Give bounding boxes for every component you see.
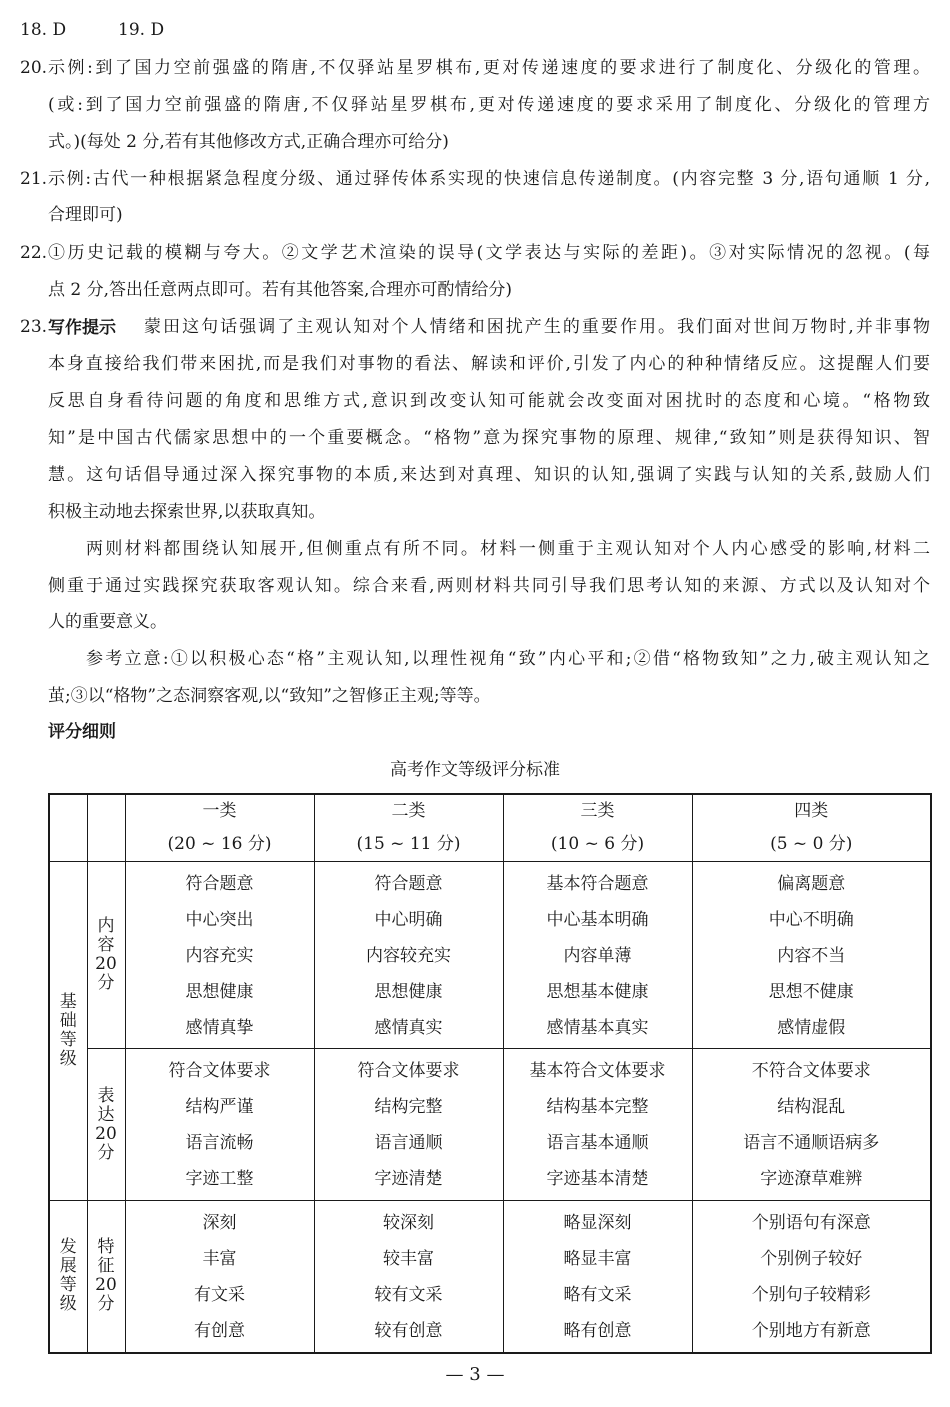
grade-name: 二类 xyxy=(391,801,426,821)
section-label-expression xyxy=(87,1049,125,1201)
group-label-char: 级 xyxy=(59,1049,77,1069)
table-row xyxy=(49,1049,931,1201)
criterion: 内容单薄 xyxy=(563,946,632,966)
criterion: 思想基本健康 xyxy=(546,982,649,1002)
criteria-cell xyxy=(125,1201,314,1353)
q23-line: 慧。这句话倡导通过深入探究事物的本质,来达到对真理、知识的认知,强调了实践与认知的关系,鼓励人们 xyxy=(48,465,930,485)
criterion: 符合文体要求 xyxy=(168,1061,271,1081)
criterion: 中心突出 xyxy=(185,910,254,930)
empty-header-cell xyxy=(87,794,125,862)
criterion: 内容不当 xyxy=(777,946,846,966)
criteria-cell xyxy=(314,862,503,1049)
criterion: 感情真挚 xyxy=(185,1018,254,1038)
q20-line: (或:到了国力空前强盛的隋唐,不仅驿站星罗棋布,更对传递速度的要求采用了制度化、分级化的管理方 xyxy=(48,95,930,115)
criteria-cell xyxy=(125,862,314,1049)
grade-header-cell xyxy=(125,794,314,862)
criterion: 个别例子较好 xyxy=(760,1249,863,1269)
criteria-cell xyxy=(125,1049,314,1201)
criteria-cell xyxy=(503,862,692,1049)
paragraph-line: 侧重于通过实践探究获取客观认知。综合来看,两则材料共同引导我们思考认知的来源、方式以及认知对个 xyxy=(48,576,930,596)
criterion: 思想健康 xyxy=(374,982,443,1002)
grade-range: (15 ~ 11 分) xyxy=(356,834,461,854)
criterion: 思想不健康 xyxy=(768,982,854,1002)
criterion: 中心不明确 xyxy=(768,910,854,930)
group-label-char: 发 xyxy=(59,1237,77,1258)
answer-q19: 19. D xyxy=(118,20,165,40)
q20-number: 20. xyxy=(20,58,48,78)
grade-name: 四类 xyxy=(794,801,829,821)
section-label-char: 20 xyxy=(95,954,117,974)
criterion: 个别地方有新意 xyxy=(751,1321,871,1341)
group-label-basic xyxy=(49,862,87,1201)
criteria-cell xyxy=(692,1049,931,1201)
criterion: 字迹工整 xyxy=(185,1169,254,1189)
q23-line: 知”是中国古代儒家思想中的一个重要概念。“格物”意为探究事物的原理、规律,“致知”则是获得知识、智 xyxy=(48,428,930,448)
criterion: 内容较充实 xyxy=(366,946,451,966)
group-label-char: 展 xyxy=(59,1256,77,1277)
grade-header-cell xyxy=(503,794,692,862)
table-row xyxy=(49,1201,931,1353)
q23-label: 写作提示 xyxy=(48,318,116,338)
criterion: 丰富 xyxy=(202,1249,237,1269)
section-label-char: 表 xyxy=(97,1085,115,1106)
criterion: 符合文体要求 xyxy=(357,1061,460,1081)
q20-line: 示例:到了国力空前强盛的隋唐,不仅驿站星罗棋布,更对传递速度的要求进行了制度化、分级化的管理。 xyxy=(48,58,930,78)
criterion: 个别语句有深意 xyxy=(751,1213,871,1233)
criterion: 较有文采 xyxy=(374,1285,443,1305)
criterion: 结构完整 xyxy=(374,1097,443,1117)
page-number: — 3 — xyxy=(445,1364,505,1385)
grade-range: (10 ~ 6 分) xyxy=(550,834,645,854)
scoring-heading: 评分细则 xyxy=(48,722,116,742)
group-label-char: 等 xyxy=(59,1275,77,1296)
empty-header-cell xyxy=(49,794,87,862)
section-label-features xyxy=(87,1201,125,1353)
criterion: 较丰富 xyxy=(383,1249,434,1269)
criterion: 语言通顺 xyxy=(374,1133,443,1153)
criterion: 符合题意 xyxy=(374,874,443,894)
criteria-cell xyxy=(503,1201,692,1353)
table-row xyxy=(49,862,931,1049)
q22-line: ①历史记载的模糊与夸大。②文学艺术渲染的误导(文学表达与实际的差距)。③对实际情况的忽视。(每 xyxy=(48,243,930,263)
grade-header-cell xyxy=(692,794,931,862)
criterion: 感情虚假 xyxy=(777,1018,846,1038)
q20-line: 式。)(每处 2 分,若有其他修改方式,正确合理亦可给分) xyxy=(48,132,449,152)
criterion: 深刻 xyxy=(202,1213,237,1233)
criteria-cell xyxy=(692,1201,931,1353)
group-label-char: 础 xyxy=(59,1011,77,1031)
q23-line: 本身直接给我们带来困扰,而是我们对事物的看法、解读和评价,引发了内心的种种情绪反应。这提醒人们要 xyxy=(48,354,930,374)
criterion: 略显丰富 xyxy=(563,1249,632,1269)
section-label-char: 容 xyxy=(97,935,115,955)
criterion: 感情基本真实 xyxy=(546,1018,649,1038)
paragraph-line: 两则材料都围绕认知展开,但侧重点有所不同。材料一侧重于主观认知对个人内心感受的影响,材料二 xyxy=(86,539,930,559)
group-label-char: 级 xyxy=(59,1294,77,1315)
group-label-char: 等 xyxy=(59,1030,77,1050)
criteria-cell xyxy=(314,1049,503,1201)
criteria-cell xyxy=(692,862,931,1049)
criterion: 略有创意 xyxy=(563,1321,632,1341)
criterion: 符合题意 xyxy=(185,874,254,894)
criterion: 有文采 xyxy=(194,1285,245,1305)
q21-line: 示例:古代一种根据紧急程度分级、通过驿传体系实现的快速信息传递制度。(内容完整 3 分,语句通顺 1 分, xyxy=(48,169,930,189)
criterion: 字迹基本清楚 xyxy=(546,1169,649,1189)
criterion: 略显深刻 xyxy=(563,1213,632,1233)
section-label-char: 分 xyxy=(97,1142,115,1163)
paragraph-line: 茧;③以“格物”之态洞察客观,以“致知”之智修正主观;等等。 xyxy=(48,686,491,706)
q23-line: 反思自身看待问题的角度和思维方式,意识到改变认知可能就会改变面对困扰时的态度和心境。“格物致 xyxy=(48,391,930,411)
q22-number: 22. xyxy=(20,243,48,263)
q23-number: 23. xyxy=(20,317,48,337)
criterion: 语言基本通顺 xyxy=(546,1133,649,1153)
criterion: 中心明确 xyxy=(374,910,443,930)
criterion: 字迹清楚 xyxy=(374,1169,443,1189)
section-label-char: 内 xyxy=(97,916,115,936)
q23-line: 积极主动地去探索世界,以获取真知。 xyxy=(48,502,326,522)
q22-line: 点 2 分,答出任意两点即可。若有其他答案,合理亦可酌情给分) xyxy=(48,280,513,300)
criterion: 略有文采 xyxy=(563,1285,632,1305)
criterion: 个别句子较精彩 xyxy=(751,1285,871,1305)
q21-number: 21. xyxy=(20,169,48,189)
criterion: 字迹潦草难辨 xyxy=(760,1169,863,1189)
grade-name: 三类 xyxy=(580,801,615,821)
scoring-table xyxy=(48,793,932,1354)
criterion: 偏离题意 xyxy=(777,874,846,894)
criterion: 内容充实 xyxy=(185,946,254,966)
table-title: 高考作文等级评分标准 xyxy=(390,760,560,780)
section-label-char: 分 xyxy=(97,973,115,993)
q21-line: 合理即可) xyxy=(48,205,123,225)
criterion: 结构混乱 xyxy=(777,1097,846,1117)
criterion: 基本符合文体要求 xyxy=(529,1061,666,1081)
criterion: 不符合文体要求 xyxy=(751,1061,871,1081)
criterion: 语言不通顺语病多 xyxy=(743,1133,880,1153)
section-label-char: 分 xyxy=(97,1294,115,1315)
paragraph-line: 参考立意:①以积极心态“格”主观认知,以理性视角“致”内心平和;②借“格物致知”之力,破主观认知之 xyxy=(86,649,930,669)
section-label-char: 20 xyxy=(95,1123,117,1144)
criterion: 较深刻 xyxy=(383,1213,434,1233)
criterion: 有创意 xyxy=(194,1321,245,1341)
grade-range: (20 ~ 16 分) xyxy=(167,834,272,854)
section-label-char: 特 xyxy=(97,1237,115,1258)
table-header-row xyxy=(49,794,931,862)
criterion: 中心基本明确 xyxy=(546,910,649,930)
criterion: 结构基本完整 xyxy=(546,1097,649,1117)
group-label-char: 基 xyxy=(59,992,77,1012)
criterion: 较有创意 xyxy=(374,1321,443,1341)
criterion: 基本符合题意 xyxy=(546,874,649,894)
criterion: 语言流畅 xyxy=(185,1133,254,1153)
section-label-content xyxy=(87,862,125,1049)
criterion: 思想健康 xyxy=(185,982,254,1002)
criterion: 结构严谨 xyxy=(185,1097,254,1117)
grade-range: (5 ~ 0 分) xyxy=(770,834,853,854)
grade-name: 一类 xyxy=(202,801,237,821)
criteria-cell xyxy=(503,1049,692,1201)
section-label-char: 达 xyxy=(97,1104,115,1125)
q23-line: 蒙田这句话强调了主观认知对个人情绪和困扰产生的重要作用。我们面对世间万物时,并非事物 xyxy=(144,317,930,337)
section-label-char: 征 xyxy=(97,1256,115,1277)
paragraph-line: 人的重要意义。 xyxy=(48,612,167,632)
answer-q18: 18. D xyxy=(20,20,67,40)
grade-header-cell xyxy=(314,794,503,862)
criteria-cell xyxy=(314,1201,503,1353)
group-label-development xyxy=(49,1201,87,1353)
section-label-char: 20 xyxy=(95,1275,117,1296)
criterion: 感情真实 xyxy=(374,1018,443,1038)
